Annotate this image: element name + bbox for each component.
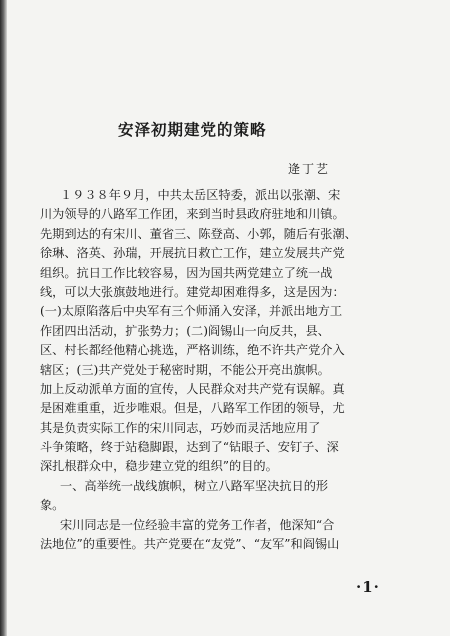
body-line: 先期到达的有宋川、董省三、陈登高、小郭，随后有张潮、 (40, 226, 357, 241)
section-heading-line: 一、高举统一战线旗帜，树立八路军坚决抗日的形 (60, 478, 329, 493)
body-line: 深扎根群众中，稳步建立党的组织”的目的。 (40, 459, 278, 474)
page-number: ·1· (356, 578, 380, 596)
body-line: 加上反动派单方面的宣传，人民群众对共产党有误解。真 (40, 381, 345, 396)
article-body (40, 186, 422, 554)
body-line: 斗争策略，终于站稳脚跟，达到了“钻眼子、安钉子、深 (40, 440, 339, 455)
body-line: 区、村长都经他精心挑选，严格训练，绝不许共产党介入 (40, 343, 345, 358)
body-line: 线，可以大张旗鼓地进行。建党却困难得多，这是因为： (40, 284, 345, 299)
article-title: 安泽初期建党的策略 (118, 121, 267, 139)
body-line: 其是负责实际工作的宋川同志，巧妙而灵活地应用了 (40, 420, 321, 435)
body-line: 法地位”的重要性。共产党要在“友党”、“友军”和阎锡山 (40, 537, 340, 552)
body-line: 是困难重重，近步唯艰。但是，八路军工作团的领导，尤 (40, 401, 345, 416)
body-line: 川为领导的八路军工作团，来到当时县政府驻地和川镇。 (40, 207, 345, 222)
body-line: (一)太原陷落后中央军有三个师涌入安泽，并派出地方工 (40, 304, 343, 319)
body-line: 辖区；(三)共产党处于秘密时期，不能公开亮出旗帜。 (40, 362, 330, 377)
scan-edge-shadow (0, 0, 7, 636)
body-line: 组织。抗日工作比较容易，因为国共两党建立了统一战 (40, 265, 333, 280)
section-heading-line: 象。 (40, 498, 65, 513)
body-line: 徐琳、洛英、孙瑞，开展抗日救亡工作，建立发展共产党 (40, 246, 345, 261)
body-line: 宋川同志是一位经验丰富的党务工作者，他深知“合 (60, 517, 335, 532)
author-name: 逄丁艺 (288, 162, 331, 176)
body-line: 作团四出活动，扩张势力；(二)阎锡山一向反共，县、 (40, 323, 330, 338)
body-line: １９３８年９月，中共太岳区特委，派出以张潮、宋 (60, 188, 341, 202)
